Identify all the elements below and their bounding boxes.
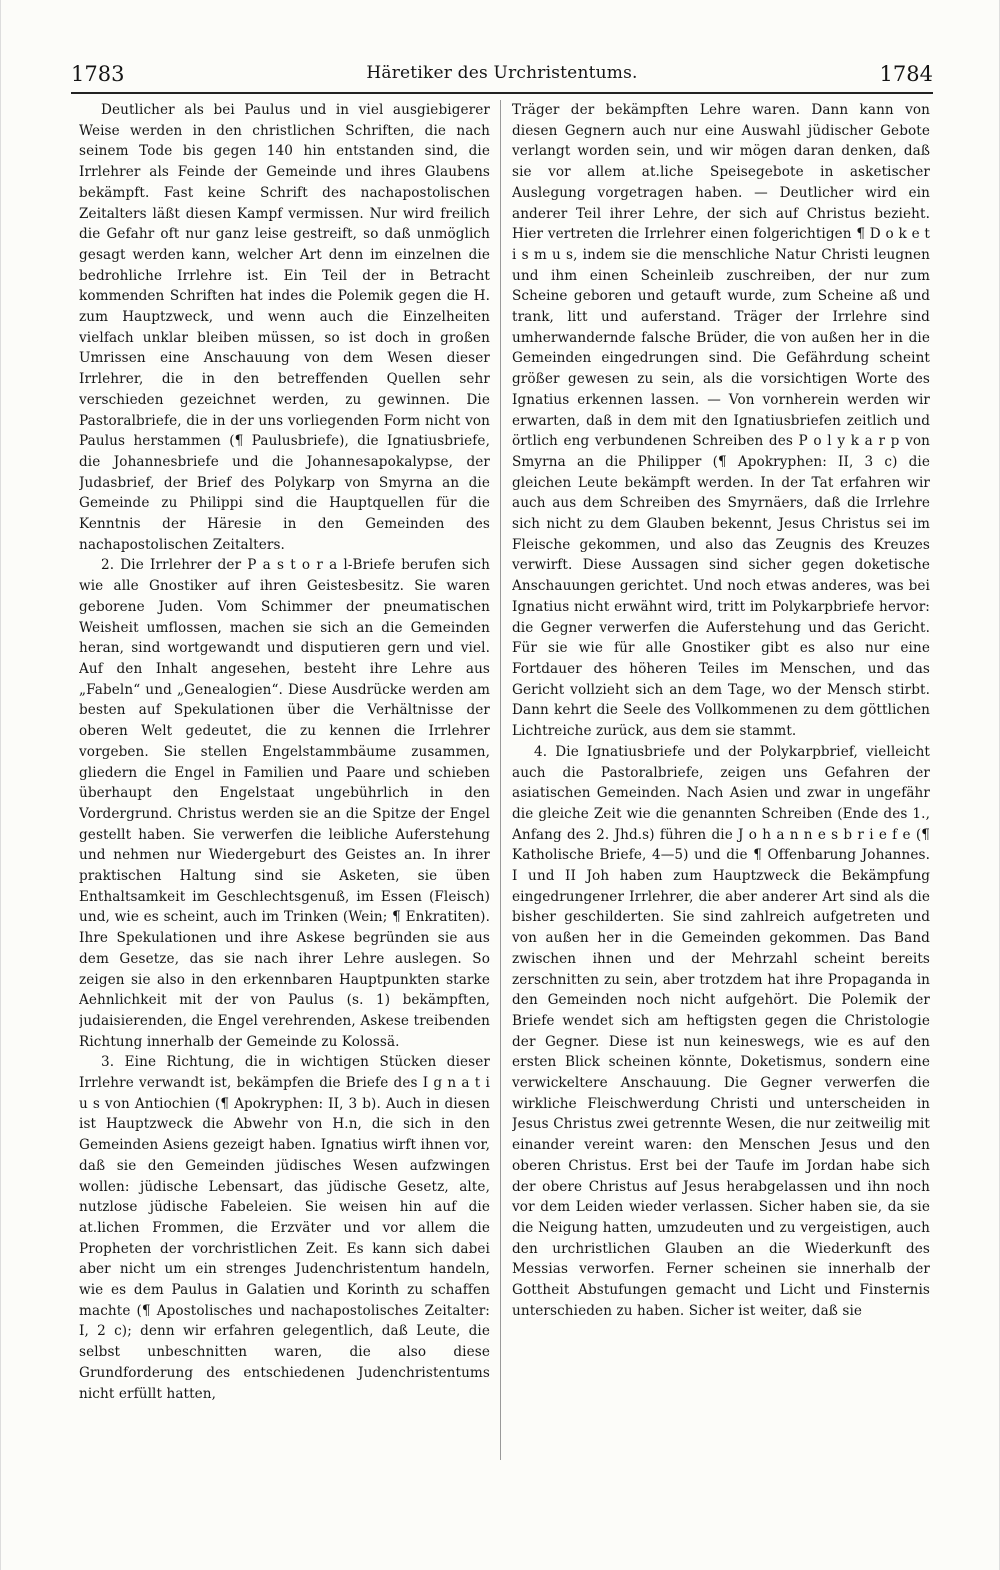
column-divider bbox=[500, 100, 501, 1460]
page-number-left: 1783 bbox=[71, 62, 125, 86]
paragraph: 2. Die Irrlehrer der P a s t o r a l-Briefe berufen sich wie alle Gnostiker auf ihren Geistesbesitz. Sie waren geborene Juden. Vom Schimmer der pneumatischen Weisheit umflossen, machen sie sich an die Gemeinden heran, sind wortgewandt und disputieren gern und viel. Auf den Inhalt angesehen, besteht ihre Lehre aus „Fabeln“ und „Genealogien“. Diese Ausdrücke werden am besten auf Spekulationen über die Verhältnisse der oberen Welt gedeutet, die zu kennen die Irrlehrer vorgeben. Sie stellen Engelstammbäume zusammen, gliedern die Engel in Familien und Paare und schieben überhaupt den Engelstaat ungebührlich in den Vordergrund. Christus werden sie an die Spitze der Engel gestellt haben. Sie verwerfen die leibliche Auferstehung und nehmen nur Wiedergeburt des Geistes an. In ihrer praktischen Haltung sind sie Asketen, sie üben Enthaltsamkeit im Geschlechtsgenuß, im Essen (Fleisch) und, wie es scheint, auch im Trinken (Wein; ¶ Enkratiten). Ihre Spekulationen und ihre Askese begründen sie aus dem Gesetze, das sie nach ihrer Lehre auslegen. So zeigen sie also in den erkennbaren Hauptpunkten starke Aehnlichkeit mit der von Paulus (s. 1) bekämpften, judaisierenden, die Engel verehrenden, Askese treibenden Richtung innerhalb der Gemeinde zu Kolossä. bbox=[79, 557, 490, 1050]
paragraph: 3. Eine Richtung, die in wichtigen Stücken dieser Irrlehre verwandt ist, bekämpfen die Briefe des I g n a t i u s von Antiochien (¶ Apokryphen: II, 3 b). Auch in diesen ist Hauptzweck die Abwehr von H.n, die sich in den Gemeinden Asiens gezeigt haben. Ignatius wirft ihnen vor, daß sie den Gemeinden jüdisches Wesen aufzwingen wollen: jüdische Lebensart, das jüdische Gesetz, alte, nutzlose jüdische Fabeleien. Sie weisen hin auf die at.lichen Frommen, die Erzväter und vor allem die Propheten der vorchristlichen Zeit. Es kann sich dabei aber nicht um ein strenges Judenchristentum handeln, wie es dem Paulus in Galatien und Korinth zu schaffen machte (¶ Apostolisches und nachapostolisches Zeitalter: I, 2 c); denn wir erfahren gelegentlich, daß Leute, die selbst unbeschnitten waren, die also diese Grundforderung des entschiedenen Judenchristentums nicht erfüllt hatten, bbox=[79, 1054, 490, 1402]
right-column bbox=[512, 100, 930, 1528]
running-header bbox=[71, 62, 933, 90]
paragraph: 4. Die Ignatiusbriefe und der Polykarpbrief, vielleicht auch die Pastoralbriefe, zeigen uns Gefahren der asiatischen Gemeinden. Nach Asien und zwar in ungefähr die gleiche Zeit wie die genannten Schreiben (Ende des 1., Anfang des 2. Jhd.s) führen die J o h a n n e s b r i e f e (¶ Katholische Briefe, 4—5) und die ¶ Offenbarung Johannes. I und II Joh haben zum Hauptzweck die Bekämpfung eingedrungener Irrlehrer, die aber anderer Art sind als die bisher geschilderten. Sie sind zahlreich aufgetreten und von außen her in die Gemeinden gekommen. Das Band zwischen ihnen und der Mehrzahl scheint bereits zerschnitten zu sein, aber trotzdem hat ihre Propaganda in den Gemeinden noch nicht aufgehört. Die Polemik der Briefe wendet sich am heftigsten gegen die Christologie der Gegner. Diese ist nun keineswegs, wie es auf den ersten Blick scheinen könnte, Doketismus, sondern eine verwickeltere Anschauung. Die Gegner verwerfen die wirkliche Fleischwerdung Christi und unterscheiden in Jesus Christus zwei getrennte Wesen, die nur zeitweilig mit einander vereint waren: den Menschen Jesus und den oberen Christus. Erst bei der Taufe im Jordan habe sich der obere Christus auf Jesus herabgelassen und ihn noch vor dem Leiden wieder verlassen. Sicher haben sie, da sie die Neigung hatten, umzudeuten und zu vergeistigen, auch den urchristlichen Glauben an die Wiederkunft des Messias verworfen. Ferner scheinen sie innerhalb der Gottheit Abstufungen gemacht und Licht und Finsternis unterschieden zu haben. Sicher ist weiter, daß sie bbox=[512, 743, 930, 1319]
header-rule bbox=[71, 92, 933, 94]
paragraph: Träger der bekämpften Lehre waren. Dann kann von diesen Gegnern auch nur eine Auswahl jüdischer Gebote verlangt worden sein, und wir mögen daran denken, daß sie vor allem at.liche Speisegebote in asketischer Auslegung vorgetragen haben. — Deutlicher wird ein anderer Teil ihrer Lehre, der sich auf Christus bezieht. Hier vertreten die Irrlehrer einen folgerichtigen ¶ D o k e t i s m u s, indem sie die menschliche Natur Christi leugnen und ihm einen Scheinleib zuschreiben, der nur zum Scheine geboren und getauft wurde, zum Scheine aß und trank, litt und auferstand. Träger der Irrlehre sind umherwandernde falsche Brüder, die von außen her in die Gemeinden eingedrungen sind. Die Gefährdung scheint größer gewesen zu sein, als die vorsichtigen Worte des Ignatius erkennen lassen. — Von vornherein werden wir erwarten, daß in dem mit den Ignatiusbriefen zeitlich und örtlich eng verbundenen Schreiben des P o l y k a r p von Smyrna an die Philipper (¶ Apokryphen: II, 3 c) die gleichen Leute bekämpft werden. In der Tat erfahren wir auch aus dem Schreiben des Smyrnäers, daß die Irrlehre sich nicht zu dem Glauben bekennt, Jesus Christus sei im Fleische gekommen, und also das Zeugnis des Kreuzes verwirft. Diese Aussagen sind sicher gegen doketische Anschauungen gerichtet. Und noch etwas anderes, was bei Ignatius nicht erwähnt wird, tritt im Polykarpbriefe hervor: die Gegner verwerfen die Auferstehung und das Gericht. Für sie wie für alle Gnostiker gibt es also nur eine Fortdauer des höheren Teiles im Menschen, und das Gericht vollzieht sich an dem Tage, wo der Mensch stirbt. Dann kehrt die Seele des Vollkommenen zu dem göttlichen Lichtreiche zurück, aus dem sie stammt. bbox=[512, 102, 930, 740]
running-title: Häretiker des Urchristentums. bbox=[366, 63, 638, 83]
paragraph: Deutlicher als bei Paulus und in viel ausgiebigerer Weise werden in den christlichen Schriften, die nach seinem Tode bis gegen 140 hin entstanden sind, die Irrlehrer als Feinde der Gemeinde und ihres Glaubens bekämpft. Fast keine Schrift des nachapostolischen Zeitalters läßt diesen Kampf vermissen. Nur wird freilich die Gefahr oft nur ganz leise gestreift, so daß unmöglich gesagt werden kann, welcher Art denn im einzelnen die bedrohliche Irrlehre ist. Ein Teil der in Betracht kommenden Schriften hat indes die Polemik gegen die H. zum Hauptzweck, und wenn auch die Einzelheiten vielfach unklar bleiben müssen, so ist doch in großen Umrissen eine Anschauung von dem Wesen dieser Irrlehrer, die in den betreffenden Quellen sehr verschieden gezeichnet werden, zu gewinnen. Die Pastoralbriefe, die in der uns vorliegenden Form nicht von Paulus herstammen (¶ Paulusbriefe), die Ignatiusbriefe, die Johannesbriefe und die Johannesapokalypse, der Judasbrief, der Brief des Polykarp von Smyrna an die Gemeinde zu Philippi sind die Hauptquellen für die Kenntnis der Häresie in den Gemeinden des nachapostolischen Zeitalters. bbox=[79, 102, 490, 553]
page-number-right: 1784 bbox=[879, 62, 933, 86]
left-column bbox=[79, 100, 490, 1528]
